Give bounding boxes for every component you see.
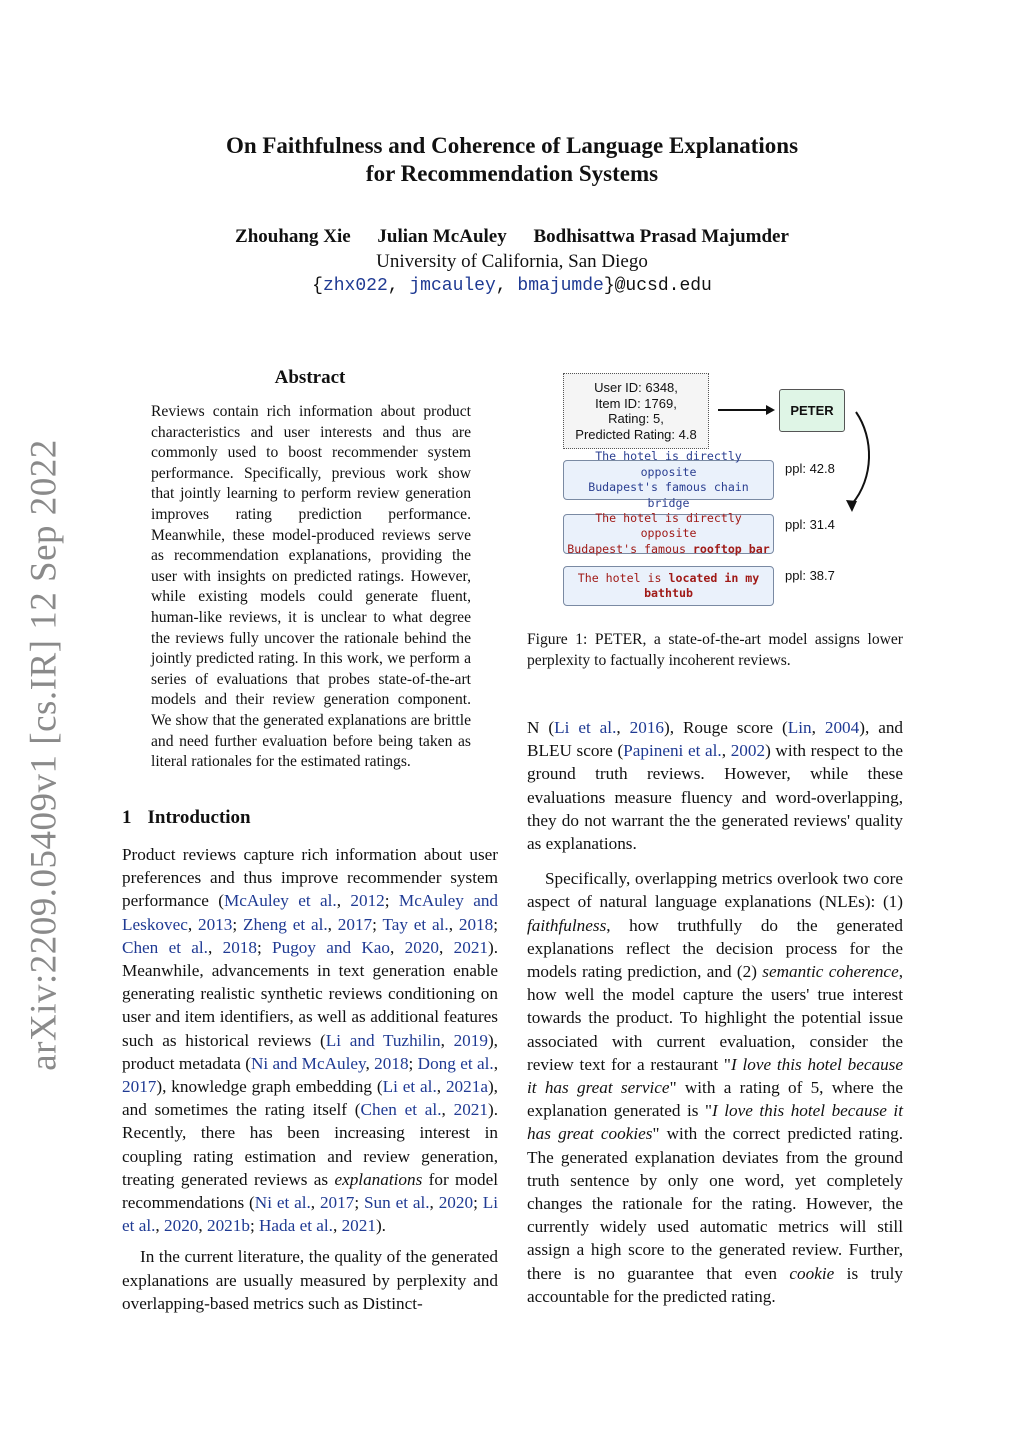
paper-title-line2: for Recommendation Systems [365, 161, 659, 186]
citation[interactable]: 2002 [730, 741, 766, 761]
email-user-2[interactable]: jmcauley [409, 276, 496, 296]
author-emails: {zhx022, jmcauley, bmajumde}@ucsd.edu [312, 276, 712, 296]
citation[interactable]: Dong et al. [417, 1053, 494, 1073]
section-number: 1 [122, 807, 132, 828]
peter-model-box: PETER [779, 389, 845, 432]
citation[interactable]: 2017 [122, 1077, 157, 1097]
author-3: Bodhisattwa Prasad Majumder [533, 226, 789, 247]
review-box-3: The hotel is located in my bathtub [563, 566, 774, 606]
citation[interactable]: 2021b [206, 1216, 250, 1236]
affiliation: University of California, San Diego [376, 251, 648, 272]
citation[interactable]: 2020 [404, 937, 440, 957]
paper-title-line1: On Faithfulness and Coherence of Language Explanations [225, 133, 799, 158]
perplexity-value-2: ppl: 31.4 [785, 517, 835, 532]
curved-arrow-icon [840, 408, 880, 518]
author-1: Zhouhang Xie [235, 226, 351, 247]
intro-paragraph-2: In the current literature, the quality of the generated explanations are usually measured by perplexity and overlapping-based metrics such as Distinct- [122, 1247, 498, 1313]
citation[interactable]: McAuley and Leskovec [122, 891, 499, 934]
citation[interactable]: Lin [787, 718, 812, 737]
citation[interactable]: Ni and McAuley [250, 1053, 366, 1073]
citation[interactable]: Li and Tuzhilin [325, 1030, 441, 1050]
citation[interactable]: Hada et al. [259, 1216, 333, 1236]
citation[interactable]: 2018 [458, 914, 494, 934]
citation[interactable]: Tay et al. [382, 914, 449, 934]
citation[interactable]: Sun et al. [363, 1193, 430, 1213]
intro-paragraph-1: Product reviews capture rich information about user preferences and thus improve recommender system performance (McAuley et al., 2012; McAuley and Leskovec, 2013; Zheng et al., 2017; Tay et al., 2018; Chen et al., 2018; Pugoy and Kao, 2020, 2021). Meanwhile, advancements in text generation enable generating realistic synthetic reviews conditioning on user and item identifiers, as well as additional features such as historical reviews (Li and Tuzhilin, 2019), product metadata (Ni and McAuley, 2018; Dong et al., 2017), knowledge graph embedding (Li et al., 2021a), and sometimes the rating itself (Chen et al., 2021). Recently, there has been increasing interest in coupling rating estimation and review generation, treating generated reviews as explanations for model recommendations (Ni et al., 2017; Sun et al., 2020; Li et al., 2020, 2021b; Hada et al., 2021). [122, 845, 499, 1236]
email-user-3[interactable]: bmajumde [517, 276, 604, 296]
predicted-rating-label: Predicted Rating: 4.8 [575, 427, 697, 443]
intro-right-column [527, 716, 903, 1308]
citation[interactable]: Pugoy and Kao [272, 937, 391, 957]
item-id-label: Item ID: 1769, [595, 395, 677, 411]
intro-left-column [122, 843, 498, 1315]
rating-label: Rating: 5, [608, 411, 664, 427]
right-arrow-icon [716, 400, 776, 420]
citation[interactable]: 2018 [222, 937, 257, 957]
citation[interactable]: 2004 [824, 718, 860, 737]
citation[interactable]: 2017 [337, 914, 373, 934]
citation[interactable]: 2021 [453, 937, 488, 957]
perplexity-value-3: ppl: 38.7 [785, 568, 835, 583]
author-2: Julian McAuley [377, 226, 507, 247]
citation[interactable]: 2021a [445, 1077, 488, 1097]
citation[interactable]: 2018 [374, 1053, 409, 1073]
review-box-1: The hotel is directly opposite Budapest's famous chain bridge [563, 460, 774, 500]
citation[interactable]: 2021 [341, 1216, 376, 1236]
section-title: Introduction [147, 807, 251, 828]
author-list [0, 226, 1024, 248]
citation[interactable]: Li et al. [554, 718, 617, 737]
right-paragraph-1: N (Li et al., 2016), Rouge score (Lin, 2004), and BLEU score (Papineni et al., 2002) with respect to the ground truth reviews. However, while these evaluations measure fluency and word-overlapping, they do not warrant the the generated reviews' quality as explanations. [527, 718, 904, 854]
right-paragraph-2: Specifically, overlapping metrics overlook two core aspect of natural language explanations (NLEs): (1) faithfulness, how truthfully do the generated explanations reflect the decision process for the models rating prediction, and (2) semantic coherence, how well the model capture the users' true interest towards the product. To highlight the potential issue associated with current evaluation, consider the review text for a restaurant "I love this hotel because it has great service" with a rating of 5, where the explanation generated is "I love this hotel because it has great cookies" with the correct predicted rating. The generated explanation deviates from the ground truth sentence by only one word, yet completely changes the rationale for the rating. However, the currently widely used automatic metrics will still assign a high score to the generated review. Further, there is no guarantee that even cookie is truly accountable for the predicted rating. [527, 869, 904, 1306]
citation[interactable]: Li et al. [382, 1077, 437, 1097]
citation[interactable]: 2012 [350, 891, 385, 911]
abstract-heading: Abstract [274, 367, 346, 388]
citation[interactable]: McAuley et al. [223, 891, 337, 911]
section-heading [122, 807, 251, 829]
citation[interactable]: Ni et al. [254, 1193, 311, 1213]
citation[interactable]: 2013 [197, 914, 233, 934]
review-box-2: The hotel is directly opposite Budapest's famous rooftop bar [563, 514, 774, 554]
citation[interactable]: 2020 [438, 1193, 474, 1213]
citation[interactable]: Zheng et al. [242, 914, 328, 934]
citation[interactable]: 2019 [453, 1030, 488, 1050]
citation[interactable]: 2021 [453, 1100, 488, 1120]
citation[interactable]: 2016 [629, 718, 664, 737]
user-id-label: User ID: 6348, [594, 380, 678, 395]
citation[interactable]: 2020 [164, 1216, 199, 1236]
citation[interactable]: Chen et al. [360, 1100, 442, 1120]
abstract-text: Reviews contain rich information about product characteristics and user interests and thus are commonly used to boost recommender system performance. Specifically, previous work show that jointly learning to perform review generation improves rating prediction performance. Meanwhile, these model-produced reviews serve as recommendation explanations, providing the user with insights on predicted ratings. However, while existing models could generate fluent, human-like reviews, it is unclear to what degree the reviews fully uncover the rationale behind the jointly predicted rating. In this work, we perform a series of evaluations that probes state-of-the-art models and their review generation component. We show that the generated explanations are brittle and need further evaluation before being taken as literal rationales for the estimated ratings. [151, 403, 471, 771]
email-user-1[interactable]: zhx022 [322, 276, 388, 296]
input-meta-box [563, 373, 709, 449]
citation[interactable]: 2017 [319, 1193, 355, 1213]
figure-caption: Figure 1: PETER, a state-of-the-art model assigns lower perplexity to factually incoherent reviews. [527, 631, 903, 669]
perplexity-value-1: ppl: 42.8 [785, 461, 835, 476]
citation[interactable]: Papineni et al. [623, 741, 722, 761]
citation[interactable]: Li et al. [122, 1193, 498, 1236]
citation[interactable]: Chen et al. [122, 937, 208, 957]
arxiv-stamp: arXiv:2209.05409v1 [cs.IR] 12 Sep 2022 [23, 439, 65, 1071]
